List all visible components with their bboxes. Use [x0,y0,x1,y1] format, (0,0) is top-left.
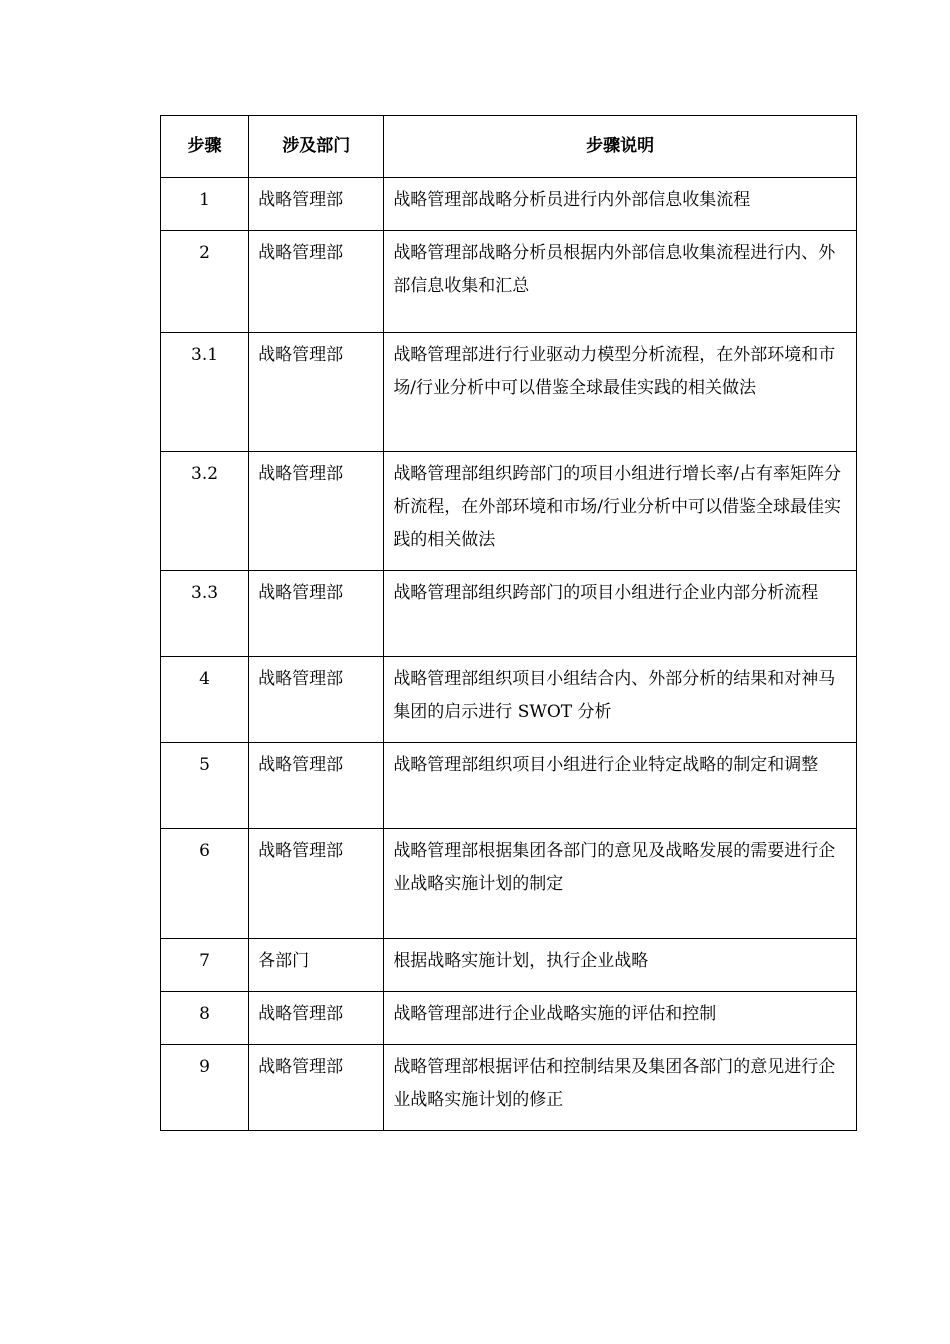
step-description: 战略管理部战略分析员进行内外部信息收集流程 [384,178,857,231]
table-row [161,178,857,231]
step-number: 1 [161,178,249,231]
step-description: 战略管理部组织项目小组进行企业特定战略的制定和调整 [384,743,857,829]
department: 战略管理部 [249,743,384,829]
step-description: 根据战略实施计划，执行企业战略 [384,939,857,992]
department: 各部门 [249,939,384,992]
table-row [161,231,857,333]
step-description: 战略管理部进行企业战略实施的评估和控制 [384,992,857,1045]
department: 战略管理部 [249,333,384,452]
step-number: 9 [161,1045,249,1131]
department: 战略管理部 [249,1045,384,1131]
table-row [161,1045,857,1131]
step-description: 战略管理部组织跨部门的项目小组进行增长率/占有率矩阵分析流程，在外部环境和市场/行业分析中可以借鉴全球最佳实践的相关做法 [384,452,857,571]
table-row [161,657,857,743]
header-dept: 涉及部门 [249,116,384,178]
step-description: 战略管理部进行行业驱动力模型分析流程，在外部环境和市场/行业分析中可以借鉴全球最佳实践的相关做法 [384,333,857,452]
step-number: 3.2 [161,452,249,571]
step-description: 战略管理部组织跨部门的项目小组进行企业内部分析流程 [384,571,857,657]
step-number: 4 [161,657,249,743]
department: 战略管理部 [249,657,384,743]
department: 战略管理部 [249,829,384,939]
step-number: 6 [161,829,249,939]
table-row [161,571,857,657]
table-row [161,829,857,939]
step-number: 3.3 [161,571,249,657]
header-desc: 步骤说明 [384,116,857,178]
table-row [161,452,857,571]
step-number: 2 [161,231,249,333]
department: 战略管理部 [249,231,384,333]
step-number: 3.1 [161,333,249,452]
step-number: 5 [161,743,249,829]
table-row [161,992,857,1045]
step-number: 7 [161,939,249,992]
header-step: 步骤 [161,116,249,178]
department: 战略管理部 [249,178,384,231]
table-row [161,333,857,452]
step-description: 战略管理部组织项目小组结合内、外部分析的结果和对神马集团的启示进行 SWOT 分析 [384,657,857,743]
steps-table [160,115,857,1131]
table-row [161,743,857,829]
department: 战略管理部 [249,992,384,1045]
step-description: 战略管理部根据评估和控制结果及集团各部门的意见进行企业战略实施计划的修正 [384,1045,857,1131]
step-description: 战略管理部根据集团各部门的意见及战略发展的需要进行企业战略实施计划的制定 [384,829,857,939]
department: 战略管理部 [249,571,384,657]
table-header-row [161,116,857,178]
table-row [161,939,857,992]
step-description: 战略管理部战略分析员根据内外部信息收集流程进行内、外部信息收集和汇总 [384,231,857,333]
department: 战略管理部 [249,452,384,571]
step-number: 8 [161,992,249,1045]
